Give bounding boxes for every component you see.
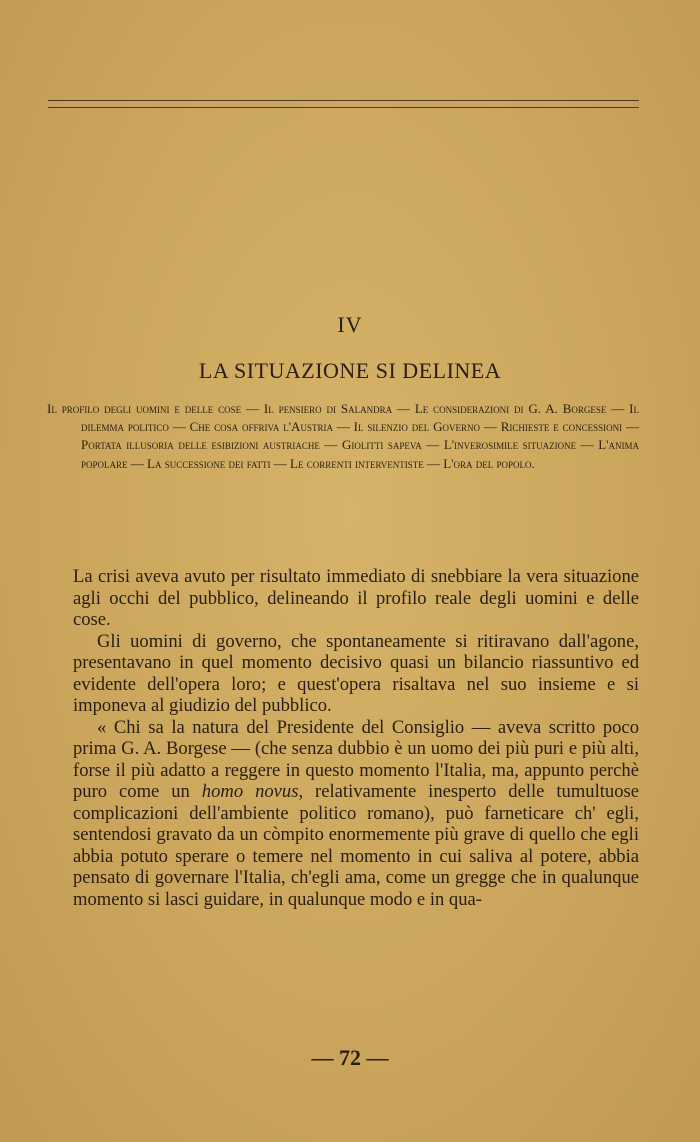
paragraph-3-italic: homo novus (201, 781, 299, 802)
paragraph-1: La crisi aveva avuto per risultato immediato di snebbiare la vera situazione agli occhi del pubblico, delineando il profilo reale degli uomini e delle cose. (73, 566, 639, 630)
chapter-title: LA SITUAZIONE SI DELINEA (198, 358, 502, 383)
chapter-summary: Il profilo degli uomini e delle cose — Il pensiero di Salandra — Le considerazioni di G. A. Borgese — Il dilemma politico — Che cosa offriva l'Austria — Il silenzio del Governo — Richieste e concessioni — Portata illusoria delle esibizioni austriache — Giolitti sapeva — L'inverosimile situazione — L'anima popolare — La successione dei fatti — Le correnti interventiste — L'ora del popolo. (47, 401, 639, 471)
paragraph-3-text-b: , relativamente inesperto delle tumultuose complicazioni dell'ambiente politico romano), può farneticare ch' egli, sentendosi gravato da un còmpito enormemente più grave di quello che egli abbia potuto sperare o temere nel momento in cui saliva al potere, abbia pensato di governare l'Italia, ch'egli ama, come un gregge che in qualunque momento si lasci guidare, in qualunque modo e in qua- (73, 781, 639, 910)
body-text (73, 566, 639, 910)
header-rule-top (48, 100, 639, 101)
chapter-number: IV (337, 312, 363, 337)
paragraph-3 (73, 717, 639, 911)
paragraph-3-text-a: « Chi sa la natura del Presidente del Consiglio — aveva scritto poco prima G. A. Borgese — (che senza dubbio è un uomo dei più puri e più alti, forse il più adatto a reggere in questo momento l'Italia, ma, appunto perchè puro come un (73, 716, 639, 802)
paragraph-2: Gli uomini di governo, che spontaneamente si ritiravano dall'agone, presentavano in quel momento decisivo quasi un bilancio riassuntivo ed evidente dell'opera loro; e quest'opera risaltava nel suo insieme e si imponeva al giudizio del pubblico. (73, 630, 639, 716)
header-rule-bottom (48, 107, 639, 108)
page-number: — 72 — (311, 1045, 389, 1070)
